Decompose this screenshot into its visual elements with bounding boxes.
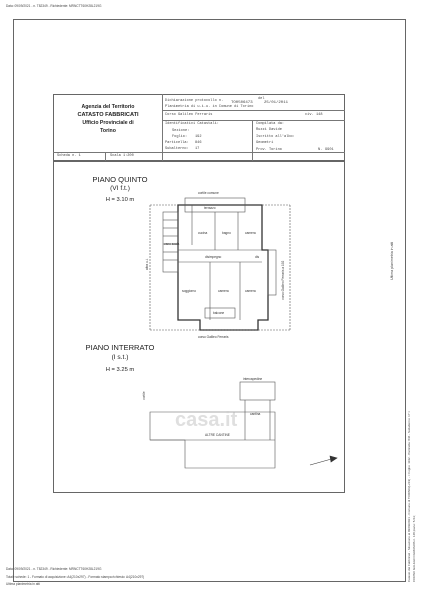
right-vertical-text: Ultima planimetria in atti bbox=[390, 241, 394, 280]
subalterno-label: Subalterno: bbox=[165, 147, 189, 151]
iscritto-value: Geometri bbox=[256, 141, 274, 145]
agency-line4: Torino bbox=[100, 128, 116, 134]
watermark: casa.it bbox=[175, 409, 238, 431]
iscritto-label: Iscritto all'albo: bbox=[256, 135, 295, 139]
footer-line1: Data: 09/09/2021 - n. T82349 - Richiedente: MRNCTT60H28L219G bbox=[6, 567, 102, 571]
footer-line2: Totale schede: 1 - Formato di acquisizione: A4(210x297) - Formato stampa richiesto: A4(210x297) bbox=[6, 575, 145, 579]
foglio-value: 192 bbox=[195, 135, 202, 139]
right-margin-text2: CORSO GALILEO FERRARIS n. 148 piano: 5-S1; bbox=[412, 515, 416, 582]
room-cucina: cucina bbox=[198, 231, 208, 235]
room-camera2: camera bbox=[218, 289, 229, 293]
scheda-label: Scheda n. 1 bbox=[57, 154, 81, 158]
room-cantina: cantina bbox=[250, 412, 261, 416]
scala-label: Scala 1:200 bbox=[110, 154, 134, 158]
room-altra-ui: altra u.i. bbox=[145, 258, 149, 270]
room-soggiorno: soggiorno bbox=[182, 289, 196, 293]
n-label: N. bbox=[318, 148, 323, 152]
del-label: del bbox=[258, 97, 265, 101]
room-dis: dis bbox=[255, 255, 260, 259]
civ-label: civ. bbox=[305, 113, 314, 117]
floor2-sub: (I s.t.) bbox=[111, 354, 129, 361]
n-value: 9901 bbox=[325, 148, 334, 152]
room-cortile2: cortile bbox=[142, 391, 146, 400]
subalterno-value: 17 bbox=[195, 147, 200, 151]
del-value: 25/01/2011 bbox=[264, 101, 289, 105]
compilata-label: Compilata da: bbox=[256, 122, 285, 126]
floor1-sub: (VI f.t.) bbox=[110, 185, 130, 192]
particella-label: Particella: bbox=[165, 141, 189, 145]
room-vano-scala: vano scala bbox=[164, 242, 180, 246]
footer-line3: Ultima planimetria in atti bbox=[6, 582, 41, 586]
header-text: Data: 09/09/2021 - n. T82349 - Richiedente: MRNCTT60H28L219G bbox=[6, 4, 102, 8]
foglio-label: Foglio: bbox=[172, 135, 188, 139]
identificativi-label: Identificativi Catastali: bbox=[165, 122, 219, 126]
room-disimpegno: disimpegno bbox=[205, 255, 222, 259]
compilata-name1: Ruzzi Davide bbox=[256, 128, 282, 132]
prov-label: Prov. Torino bbox=[256, 148, 282, 152]
room-altre-cantine: ALTRE CANTINE bbox=[205, 433, 230, 437]
room-cortile: cortile comune bbox=[198, 191, 219, 195]
floor1-title: PIANO QUINTO bbox=[92, 175, 148, 184]
dichiarazione-label: Dichiarazione protocollo n. bbox=[165, 99, 224, 103]
street2: corso Galileo Ferraris a 192 bbox=[281, 260, 285, 300]
street1: corso Galileo Ferraris bbox=[198, 335, 229, 339]
planimetria-label: Planimetria di u.i.u. in Comune di Torino bbox=[165, 105, 254, 109]
floor2-height: H = 3.25 m bbox=[105, 367, 135, 373]
right-margin-text: Catasto dei Fabbricati - Situazione al 09/09/2021 - Comune di TORINO(L219) - < Foglio: 1192 - Particella: 846 - Subalterno: 17 > bbox=[407, 410, 411, 582]
room-balcone: balcone bbox=[213, 311, 225, 315]
room-terrazzo: terrazzo bbox=[204, 206, 216, 210]
room-bagno: bagno bbox=[222, 231, 231, 235]
sezione-label: Sezione: bbox=[172, 129, 190, 133]
dichiarazione-value: TO0506473 bbox=[231, 101, 253, 105]
particella-value: 846 bbox=[195, 141, 202, 145]
agency-line1: Agenzia del Territorio bbox=[81, 104, 135, 110]
room-intercapedine: intercapedine bbox=[243, 377, 263, 381]
floor1-height: H = 3.10 m bbox=[105, 197, 135, 203]
civ-value: 148 bbox=[316, 113, 323, 117]
address: Corso Galileo Ferraris bbox=[165, 113, 213, 117]
floor2-title: PIANO INTERRATO bbox=[85, 343, 155, 352]
room-camera3: camera bbox=[245, 289, 256, 293]
agency-line2: CATASTO FABBRICATI bbox=[77, 112, 139, 118]
agency-line3: Ufficio Provinciale di bbox=[82, 120, 134, 126]
room-camera1: camera bbox=[245, 231, 256, 235]
